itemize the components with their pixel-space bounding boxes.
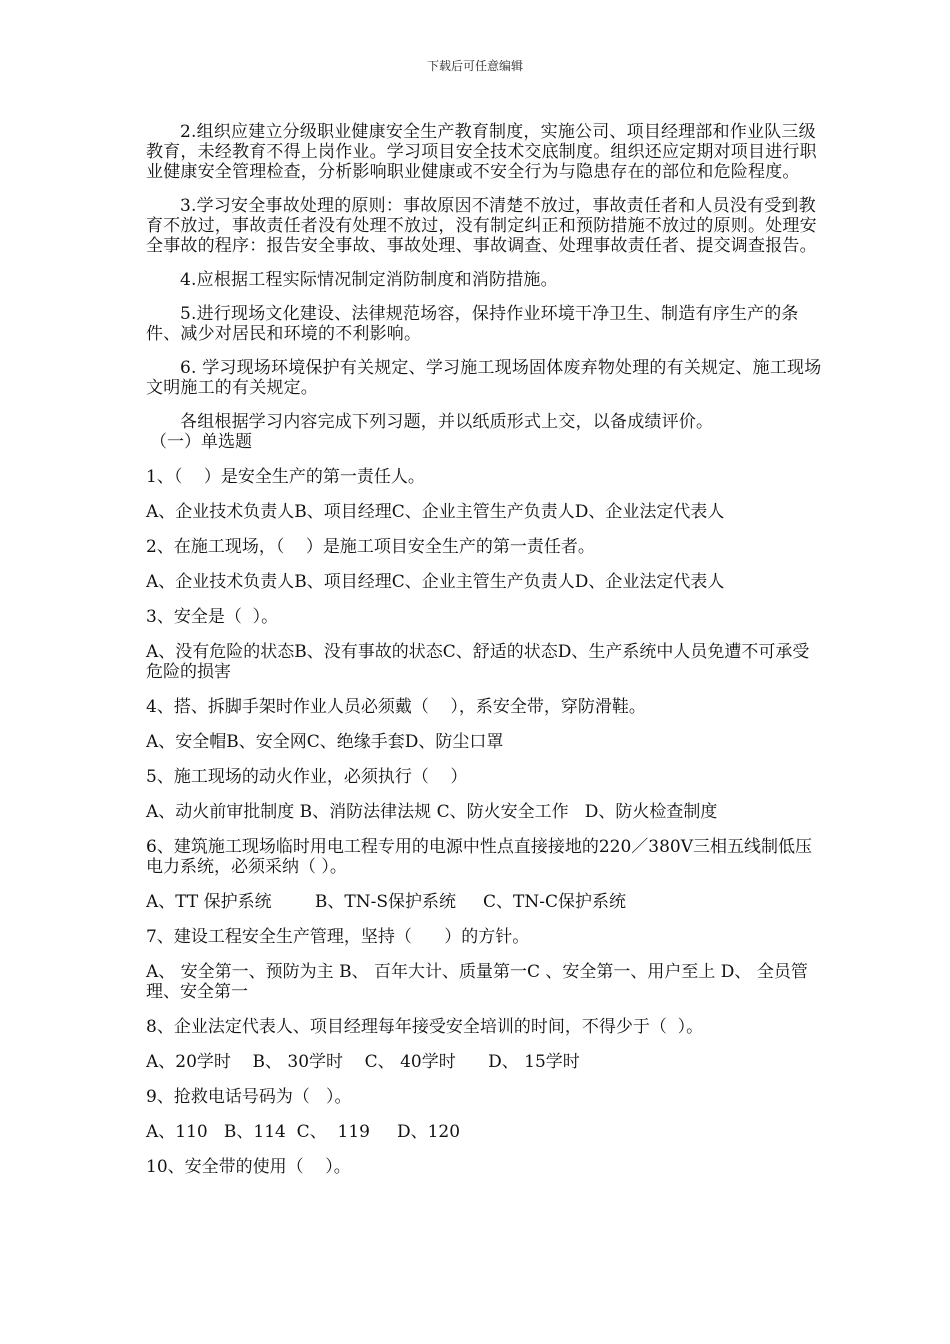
answer-options-7: A、 安全第一、预防为主 B、 百年大计、质量第一C 、安全第一、用户至上 D、 全员管理、安全第一 (146, 962, 808, 1002)
document-body (146, 122, 826, 1177)
question-9: 9、抢救电话号码为（ ）。 (146, 1087, 352, 1107)
paragraph-5: 5.进行现场文化建设、法律规范场容，保持作业环境干净卫生、制造有序生产的条件、减少对居民和环境的不利影响。 (146, 304, 799, 344)
question-3: 3、安全是（ ）。 (146, 607, 279, 627)
answer-options-2: A、企业技术负责人B、项目经理C、企业主管生产负责人D、企业法定代表人 (146, 572, 725, 592)
question-6: 6、建筑施工现场临时用电工程专用的电源中性点直接接地的220／380V三相五线制低压电力系统，必须采纳（ ）。 (146, 837, 812, 877)
question-5: 5、施工现场的动火作业，必须执行（ ） (146, 767, 468, 787)
answer-options-1: A、企业技术负责人B、项目经理C、企业主管生产负责人D、企业法定代表人 (146, 502, 725, 522)
answer-options-8: A、20学时 B、 30学时 C、 40学时 D、 15学时 (146, 1052, 580, 1072)
answer-options-3: A、没有危险的状态B、没有事故的状态C、舒适的状态D、生产系统中人员免遭不可承受危险的损害 (146, 642, 810, 682)
question-7: 7、建设工程安全生产管理，坚持（ ）的方针。 (146, 927, 530, 947)
answer-options-5: A、动火前审批制度 B、消防法律法规 C、防火安全工作 D、防火检查制度 (146, 802, 718, 822)
page-header: 下载后可任意编辑 (426, 59, 523, 73)
question-1: 1、（ ）是安全生产的第一责任人。 (146, 467, 425, 487)
paragraph-4: 4.应根据工程实际情况制定消防制度和消防措施。 (180, 270, 558, 290)
question-8: 8、企业法定代表人、项目经理每年接受安全培训的时间，不得少于（ ）。 (146, 1017, 704, 1037)
question-4: 4、搭、拆脚手架时作业人员必须戴（ ），系安全带，穿防滑鞋。 (146, 697, 646, 717)
section-title: （一）单选题 (150, 432, 252, 452)
instruction-paragraph: 各组根据学习内容完成下列习题，并以纸质形式上交，以备成绩评价。 (180, 412, 714, 432)
answer-options-6: A、TT 保护系统 B、TN-S保护系统 C、TN-C保护系统 (146, 892, 626, 912)
paragraph-3: 3.学习安全事故处理的原则：事故原因不清楚不放过，事故责任者和人员没有受到教育不放过，事故责任者没有处理不放过，没有制定纠正和预防措施不放过的原则。处理安全事故的程序：报告安全事故、事故处理、事故调查、处理事故责任者、提交调查报告。 (146, 196, 817, 256)
paragraph-2: 2.组织应建立分级职业健康安全生产教育制度，实施公司、项目经理部和作业队三级教育，未经教育不得上岗作业。学习项目安全技术交底制度。组织还应定期对项目进行职业健康安全管理检查，分析影响职业健康或不安全行为与隐患存在的部位和危险程度。 (146, 122, 817, 182)
question-10: 10、安全带的使用（ ）。 (146, 1157, 351, 1177)
answer-options-9: A、110 B、114 C、 119 D、120 (146, 1122, 461, 1142)
answer-options-4: A、安全帽B、安全网C、绝缘手套D、防尘口罩 (146, 732, 504, 752)
question-2: 2、在施工现场，（ ）是施工项目安全生产的第一责任者。 (146, 537, 595, 557)
paragraph-6: 6. 学习现场环境保护有关规定、学习施工现场固体废弃物处理的有关规定、施工现场文明施工的有关规定。 (146, 358, 822, 398)
